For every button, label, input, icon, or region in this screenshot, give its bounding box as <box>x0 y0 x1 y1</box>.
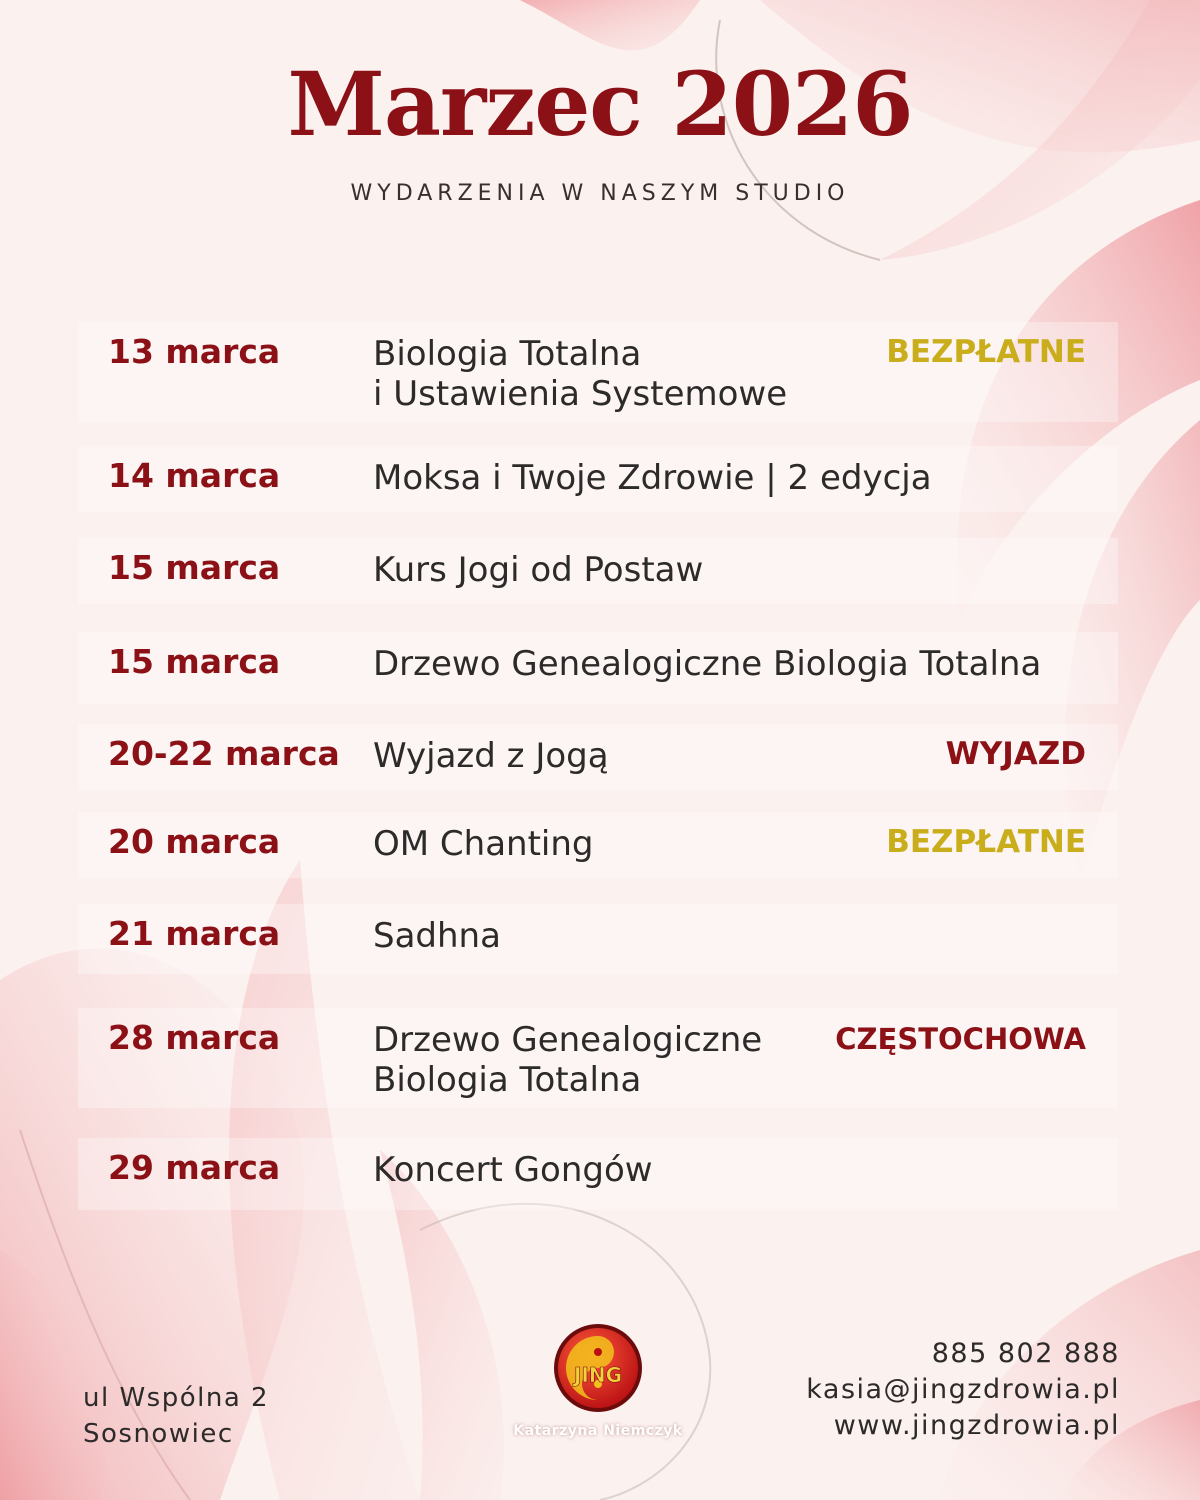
event-row <box>78 446 1118 512</box>
event-name: OM Chanting <box>373 824 594 864</box>
event-date: 28 marca <box>108 1018 281 1057</box>
address-street: ul Wspólna 2 <box>83 1383 270 1413</box>
event-name: Drzewo Genealogiczne <box>373 1020 763 1060</box>
event-name: Kurs Jogi od Postaw <box>373 550 704 590</box>
event-name: Drzewo Genealogiczne Biologia Totalna <box>373 644 1042 684</box>
event-date: 15 marca <box>108 548 281 587</box>
logo-name: Katarzyna Niemczyk <box>513 1423 683 1439</box>
event-row <box>78 1138 1118 1210</box>
event-date: 21 marca <box>108 914 281 953</box>
event-tag: BEZPŁATNE <box>886 824 1086 860</box>
contact-info <box>806 1336 1120 1444</box>
event-tag: CZĘSTOCHOWA <box>835 1022 1086 1056</box>
event-date: 14 marca <box>108 456 281 495</box>
yin-yang-icon <box>552 1322 644 1414</box>
event-date: 20 marca <box>108 822 281 861</box>
phone-number: 885 802 888 <box>931 1338 1120 1369</box>
event-row <box>78 812 1118 878</box>
event-name: Sadhna <box>373 916 501 956</box>
event-name: Koncert Gongów <box>373 1150 653 1190</box>
event-date: 20-22 marca <box>108 734 340 773</box>
event-name: Biologia Totalna <box>373 334 642 374</box>
studio-address <box>83 1380 269 1452</box>
address-city: Sosnowiec <box>83 1419 234 1449</box>
event-date: 15 marca <box>108 642 281 681</box>
event-row <box>78 904 1118 974</box>
page-subtitle: WYDARZENIA W NASZYM STUDIO <box>350 181 850 206</box>
event-name-line2: Biologia Totalna <box>373 1060 642 1100</box>
event-row <box>78 538 1118 604</box>
event-row <box>78 724 1118 790</box>
event-date: 13 marca <box>108 332 281 371</box>
event-row <box>78 322 1118 422</box>
email-address: kasia@jingzdrowia.pl <box>806 1374 1120 1405</box>
event-row <box>78 632 1118 704</box>
website-link: www.jingzdrowia.pl <box>833 1410 1120 1441</box>
event-name: Moksa i Twoje Zdrowie | 2 edycja <box>373 458 932 498</box>
page-title: Marzec 2026 <box>287 52 913 156</box>
event-row <box>78 1008 1118 1108</box>
event-name: Wyjazd z Jogą <box>373 736 609 776</box>
event-name-line2: i Ustawienia Systemowe <box>373 374 788 414</box>
logo-text: JING <box>573 1363 623 1387</box>
event-tag: BEZPŁATNE <box>886 334 1086 370</box>
event-tag: WYJAZD <box>945 736 1086 772</box>
event-date: 29 marca <box>108 1148 281 1187</box>
